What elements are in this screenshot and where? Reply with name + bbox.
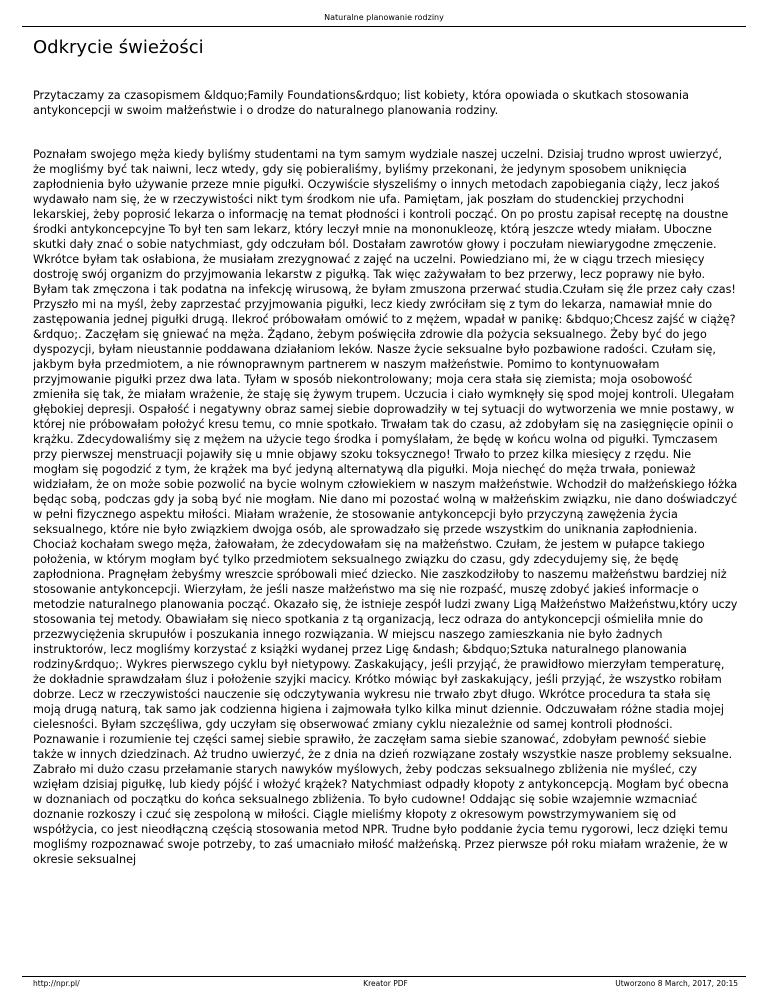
footer-url-link[interactable]: http://npr.pl/	[33, 979, 80, 988]
footer-divider	[22, 976, 746, 977]
header-divider	[22, 26, 746, 27]
article-title: Odkrycie świeżości	[33, 37, 204, 58]
article-lead: Przytaczamy za czasopismem &ldquo;Family Foundations&rdquo; list kobiety, która opowiada o skutkach stosowania antykoncepcji w swoim małżeństwie i o drodze do naturalnego planowania rodziny.	[33, 89, 689, 117]
running-header: Naturalne planowanie rodziny	[324, 13, 444, 22]
footer-created-date: Utworzono 8 March, 2017, 20:15	[615, 979, 738, 988]
footer-generator: Kreator PDF	[363, 979, 408, 988]
article-body: Poznałam swojego męża kiedy byliśmy studentami na tym samym wydziale naszej uczelni. Dzisiaj trudno wprost uwierzyć, że mogliśmy być tak naiwni, lecz wtedy, gdy się pobieraliśmy, byliśmy przekonani, że jedynym sposobem uniknięcia zapłodnienia było używanie przeze mnie pigułki. Oczywiście słyszeliśmy o innych metodach zapobiegania ciąży, lecz jakoś wydawało nam się, że w rzeczywistości nikt tym środkom nie ufa. Pamiętam, jak poszłam do studenckiej przychodni lekarskiej, żeby poprosić lekarza o informację na temat płodności i kontroli począć. On po prostu zapisał receptę na doustne środki antykoncepcyjne To był ten sam lekarz, który leczył mnie na mononukleozę, którą jeszcze wtedy miałam. Uboczne skutki dały znać o sobie natychmiast, gdy odczułam ból. Dostałam zawrotów głowy i poczułam niewiarygodne zmęczenie. Wkrótce byłam tak osłabiona, że musiałam zrezygnować z zajęć na uczelni. Powiedziano mi, że w ciągu trzech miesięcy dostroję swój organizm do przyjmowania lekarstw z pigułką. Tak więc zażywałam to bez przerwy, lecz poprawy nie było. Byłam tak zmęczona i tak podatna na infekcję wirusową, że byłam zmuszona przerwać studia.Czułam się źle przez cały czas! Przyszło mi na myśl, żeby zaprzestać przyjmowania pigułki, lecz kiedy zwróciłam się z tym do lekarza, namawiał mnie do zastępowania jednej pigułki drugą. Ilekroć próbowałam omówić to z mężem, wpadał w panikę: &bdquo;Chcesz zajść w ciążę?&rdquo;. Zaczęłam się gniewać na męża. Żądano, żebym poświęciła zdrowie dla pożycia seksualnego. Żeby być do jego dyspozycji, byłam nieustannie poddawana działaniom leków. Nasze życie seksualne było pozbawione radości. Czułam się, jakbym była przedmiotem, a nie równoprawnym partnerem w naszym małżeństwie. Pomimo to kontynuowałam przyjmowanie pigułki przez dwa lata. Tyłam w sposób niekontrolowany; moja cera stała się ziemista; moja osobowość zmieniła się tak, że miałam wrażenie, że staję się żywym trupem. Uczucia i ciało wymknęły się spod mojej kontroli. Ulegałam głębokiej depresji. Ospałość i negatywny obraz samej siebie doprowadziły w tej sytuacji do wytworzenia we mnie postawy, w której nie próbowałam położyć kresu temu, co mnie spotkało. Trwałam tak do czasu, aż zdobyłam się na zasięgnięcie opinii o krążku. Zdecydowaliśmy się z mężem na użycie tego środka i pomyślałam, że będę w końcu wolna od pigułki. Tymczasem przy pierwszej menstruacji pojawiły się u mnie objawy szoku toksycznego! Trwało to przez kilka miesięcy z rzędu. Nie mogłam się pogodzić z tym, że krążek ma być jedyną alternatywą dla pigułki. Moja niechęć do męża trwała, ponieważ widziałam, że on może sobie pozwolić na bycie wolnym człowiekiem w naszym małżeństwie. Wchodził do małżeńskiego łóżka będąc sobą, podczas gdy ja sobą być nie mogłam. Nie dano mi pozostać wolną w małżeńskim związku, nie dano doświadczyć w pełni fizycznego aspektu miłości. Miałam wrażenie, że stosowanie antykoncepcji było przyczyną zawężenia życia seksualnego, które nie było związkiem dwojga osób, ale sprowadzało się przede wszystkim do uniknania zapłodnienia. Chociaż kochałam swego męża, żałowałam, że zdecydowałam się na małżeństwo. Czułam, że jestem w pułapce takiego położenia, w którym mogłam być tylko przedmiotem seksualnego związku do czasu, gdy zdecydujemy się, że będę zapłodniona. Pragnęłam żebyśmy wreszcie spróbowali mieć dziecko. Nie zaszkodziłoby to naszemu małżeństwu bardziej niż stosowanie antykoncepcji. Wierzyłam, że jeśli nasze małżeństwo ma się nie rozpaść, muszę zdobyć jakieś informacje o metodzie naturalnego planowania począć. Okazało się, że istnieje zespół ludzi zwany Ligą Małżeństwo Małżeństwu,który uczy stosowania tej metody. Obawiałam się nieco spotkania z tą organizacją, lecz odraza do antykoncepcji ośmieliła mnie do przezwyciężenia skrupułów i poszukania innego rozwiązania. W miejscu naszego zamieszkania nie było żadnych instruktorów, lecz mogliśmy korzystać z książki wydanej przez Ligę &ndash; &bdquo;Sztuka naturalnego planowania rodziny&rdquo;. Wykres pierwszego cyklu był nietypowy. Zaskakujący, jeśli przyjąć, że prawidłowo mierzyłam temperaturę, że dokładnie sprawdzałam śluz i położenie szyjki macicy. Krótko mówiąc był zaskakujący, jeśli przyjąć, że wszystko robiłam dobrze. Lecz w rzeczywistości nauczenie się odczytywania wykresu nie trwało zbyt długo. Wkrótce procedura ta stała się moją drugą naturą, tak samo jak codzienna higiena i zajmowała tylko kilka minut dziennie. Odczuwałam różne stadia mojej cielesności. Byłam szczęśliwa, gdy uczyłam się obserwować zmiany cyklu niezależnie od samej kontroli płodności. Poznawanie i rozumienie tej części samej siebie sprawiło, że zaczęłam sama siebie szanować, zdobyłam pewność siebie także w innych dziedzinach. Aż trudno uwierzyć, że z dnia na dzień rozwiązane zostały wszystkie nasze problemy seksualne. Zabrało mi dużo czasu przełamanie starych nawyków myślowych, żeby podczas seksualnego zbliżenia nie myśleć, czy wzięłam dzisiaj pigułkę, lub kiedy pójść i włożyć krążek? Natychmiast odpadły kłopoty z antykoncepcją. Mogłam być obecna w doznaniach od początku do końca seksualnego zbliżenia. To było cudowne! Oddając się sobie wzajemnie wzmacniać doznanie rozkoszy i czuć się zespoloną w miłości. Ciągle mieliśmy kłopoty z okresowym powstrzymywaniem się od współżycia, co jest nieodłączną częścią stosowania metod NPR. Trudne było poddanie życia temu rygorowi, lecz dzięki temu mogliśmy rozpoznawać swoje potrzeby, to zaś umacniało miłość małżeńską. Przez pierwsze pół roku miałam wrażenie, że w okresie seksualnej	[33, 148, 738, 866]
